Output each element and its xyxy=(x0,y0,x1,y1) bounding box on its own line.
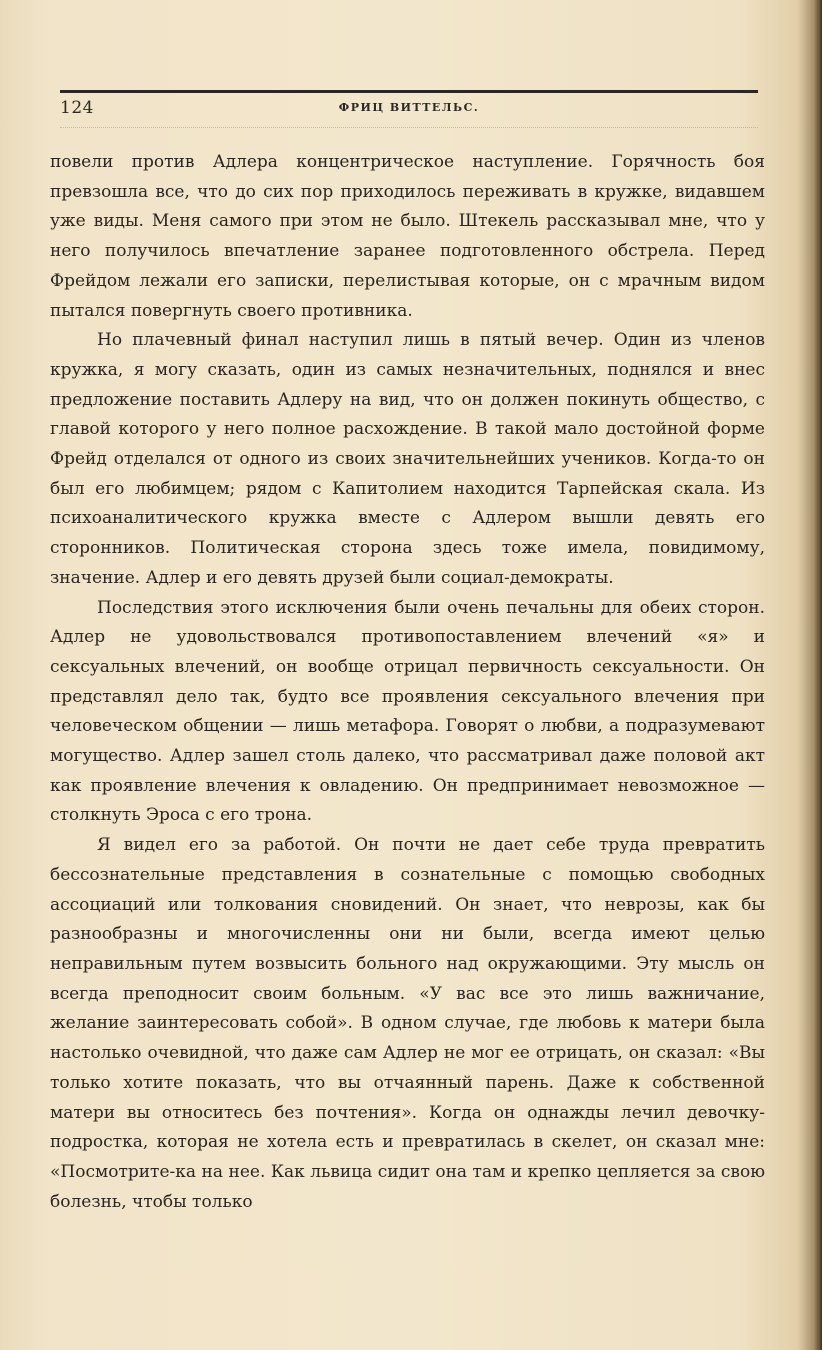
body-text xyxy=(50,148,765,1217)
paragraph-4: Я видел его за работой. Он почти не дает себе труда превратить бессознательные представления в сознательные с помощью свободных ассоциаций или толкования сновидений. Он знает, что неврозы, как бы разнообразны и многочисленны они ни были, всегда имеют целью неправильным путем возвысить больного над окружающими. Эту мысль он всегда преподносит своим больным. «У вас все это лишь важничание, желание заинтересовать собой». В одном случае, где любовь к матери была настолько очевидной, что даже сам Адлер не мог ее отрицать, он сказал: «Вы только хотите показать, что вы отчаянный парень. Даже к собственной матери вы относитесь без почтения». Когда он однажды лечил девочку-подростка, которая не хотела есть и превратилась в скелет, он сказал мне: «Посмотрите-ка на нее. Как львица сидит она там и крепко цепляется за свою болезнь, чтобы только xyxy=(50,835,765,1212)
paragraph-1: повели против Адлера концентрическое наступление. Горячность боя превзошла все, что до сих пор приходилось переживать в кружке, видавшем уже виды. Меня самого при этом не было. Штекель рассказывал мне, что у него получилось впечатление заранее подготовленного обстрела. Перед Фрейдом лежали его записки, перелистывая которые, он с мрачным видом пытался повергнуть своего противника. xyxy=(50,152,765,321)
header-rule xyxy=(60,90,758,93)
paragraph-3: Последствия этого исключения были очень печальны для обеих сторон. Адлер не удовольствовался противопоставлением влечений «я» и сексуальных влечений, он вообще отрицал первичность сексуальности. Он представлял дело так, будто все проявления сексуального влечения при человеческом общении — лишь метафора. Говорят о любви, а подразумевают могущество. Адлер зашел столь далеко, что рассматривал даже половой акт как проявление влечения к овладению. Он предпринимает невозможное — столкнуть Эроса с его трона. xyxy=(50,597,765,826)
header-divider xyxy=(60,127,758,128)
page-edge-shadow xyxy=(814,0,822,1350)
page-number: 124 xyxy=(60,98,94,118)
running-head: ФРИЦ ВИТТЕЛЬС. xyxy=(338,101,480,114)
page-header xyxy=(60,98,758,124)
paragraph-2: Но плачевный финал наступил лишь в пятый вечер. Один из членов кружка, я могу сказать, один из самых незначительных, поднялся и внес предложение поставить Адлеру на вид, что он должен покинуть общество, с главой которого у него полное расхождение. В такой мало достойной форме Фрейд отделался от одного из своих значительнейших учеников. Когда-то он был его любимцем; рядом с Капитолием находится Тарпейская скала. Из психоаналитического кружка вместе с Адлером вышли девять его сторонников. Политическая сторона здесь тоже имела, повидимому, значение. Адлер и его девять друзей были социал-демократы. xyxy=(50,330,765,588)
